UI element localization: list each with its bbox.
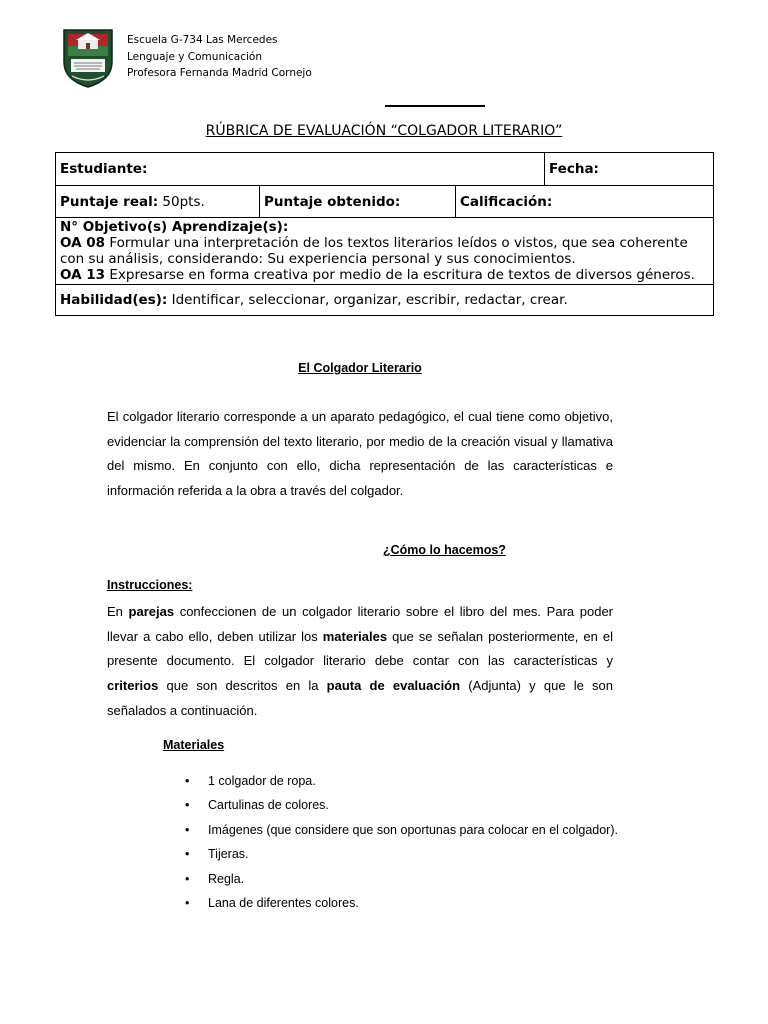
bullet-icon: • (185, 774, 190, 788)
how-heading: ¿Cómo lo hacemos? (383, 543, 506, 557)
list-item (185, 793, 618, 817)
school-crest-logo (62, 26, 114, 88)
habilidades-cell (56, 285, 714, 316)
bullet-icon: • (185, 847, 190, 862)
bullet-icon: • (185, 871, 190, 886)
list-item (185, 842, 618, 866)
material-label: 1 colgador de ropa. (208, 774, 316, 788)
oa08-text: Formular una interpretación de los textos literarios leídos o vistos, que sea coherente con su análisis, considerando: Su experiencia personal y sus conocimientos. (60, 234, 688, 267)
objetivos-label: N° Objetivo(s) Aprendizaje(s): (60, 218, 289, 235)
fecha-cell (545, 153, 714, 186)
list-item (185, 891, 618, 915)
school-name: Escuela G-734 Las Mercedes (127, 34, 278, 46)
bullet-icon: • (185, 822, 190, 837)
instructions-bold-criterios: criterios (107, 678, 159, 694)
oa13-line (60, 267, 709, 283)
intro-paragraph: El colgador literario corresponde a un aparato pedagógico, el cual tiene como objetivo, evidenciar la comprensión del texto literario, por medio de la creación visual y llamativa del mismo. En conjunto con ello, dicha representación de las características e información referida a la obra a través del colgador. (107, 409, 613, 499)
puntaje-obtenido-label: Puntaje obtenido: (264, 193, 401, 210)
materials-heading: Materiales (163, 738, 225, 752)
instructions-bold-pauta: pauta de evaluación (326, 678, 461, 694)
page-title: RÚBRICA DE EVALUACIÓN “COLGADOR LITERARIO” (205, 123, 563, 139)
header-info (127, 32, 312, 82)
instructions-text-3: que se señalan posteriormente, en el presente documento. El colgador literario debe contar con las características y (107, 628, 614, 669)
fecha-label: Fecha: (549, 161, 599, 177)
teacher-name: Profesora Fernanda Madrid Cornejo (127, 67, 312, 79)
estudiante-label: Estudiante: (60, 161, 148, 177)
list-item (185, 818, 618, 842)
puntaje-real-cell (56, 186, 260, 218)
bullet-icon: • (185, 798, 190, 813)
instructions-text-5: (Adjunta) y que le son señalados a continuación. (107, 678, 613, 718)
puntaje-real-value: 50pts. (162, 193, 205, 210)
instructions-text-1: En (107, 604, 129, 619)
material-label: Cartulinas de colores. (208, 798, 329, 813)
instructions-text-4: que son descritos en la (158, 678, 327, 694)
subject-name: Lenguaje y Comunicación (127, 50, 262, 63)
puntaje-real-label: Puntaje real: (60, 193, 159, 210)
habilidades-text: Identificar, seleccionar, organizar, escribir, redactar, crear. (171, 292, 568, 308)
material-label: Lana de diferentes colores. (208, 895, 359, 910)
instructions-bold-parejas: parejas (128, 604, 175, 619)
list-item (185, 867, 618, 891)
calificacion-cell (456, 186, 714, 218)
oa08-code: OA 08 (60, 234, 106, 251)
instructions-bold-materiales: materiales (322, 628, 388, 644)
objetivos-cell (56, 218, 714, 285)
material-label: Imágenes (que considere que son oportunas para colocar en el colgador). (208, 822, 618, 837)
instructions-text-2: confeccionen de un colgador literario sobre el libro del mes. Para poder llevar a cabo ello, deben utilizar los (107, 604, 614, 644)
section-title: El Colgador Literario (298, 361, 422, 375)
rubric-info-table (55, 152, 714, 316)
calificacion-label: Calificación: (460, 193, 553, 210)
oa13-code: OA 13 (60, 266, 106, 283)
oa13-text: Expresarse en forma creativa por medio de la escritura de textos de diversos géneros. (109, 266, 695, 283)
habilidades-label: Habilidad(es): (60, 292, 168, 308)
material-label: Tijeras. (208, 847, 249, 862)
estudiante-cell (56, 153, 545, 186)
oa08-line (60, 235, 709, 267)
instructions-paragraph (107, 600, 613, 724)
instructions-heading: Instrucciones: (107, 578, 193, 592)
title-rule (385, 105, 485, 107)
materials-list (185, 769, 618, 915)
list-item (185, 769, 618, 793)
material-label: Regla. (208, 871, 245, 886)
puntaje-obtenido-cell (260, 186, 456, 218)
bullet-icon: • (185, 895, 190, 910)
